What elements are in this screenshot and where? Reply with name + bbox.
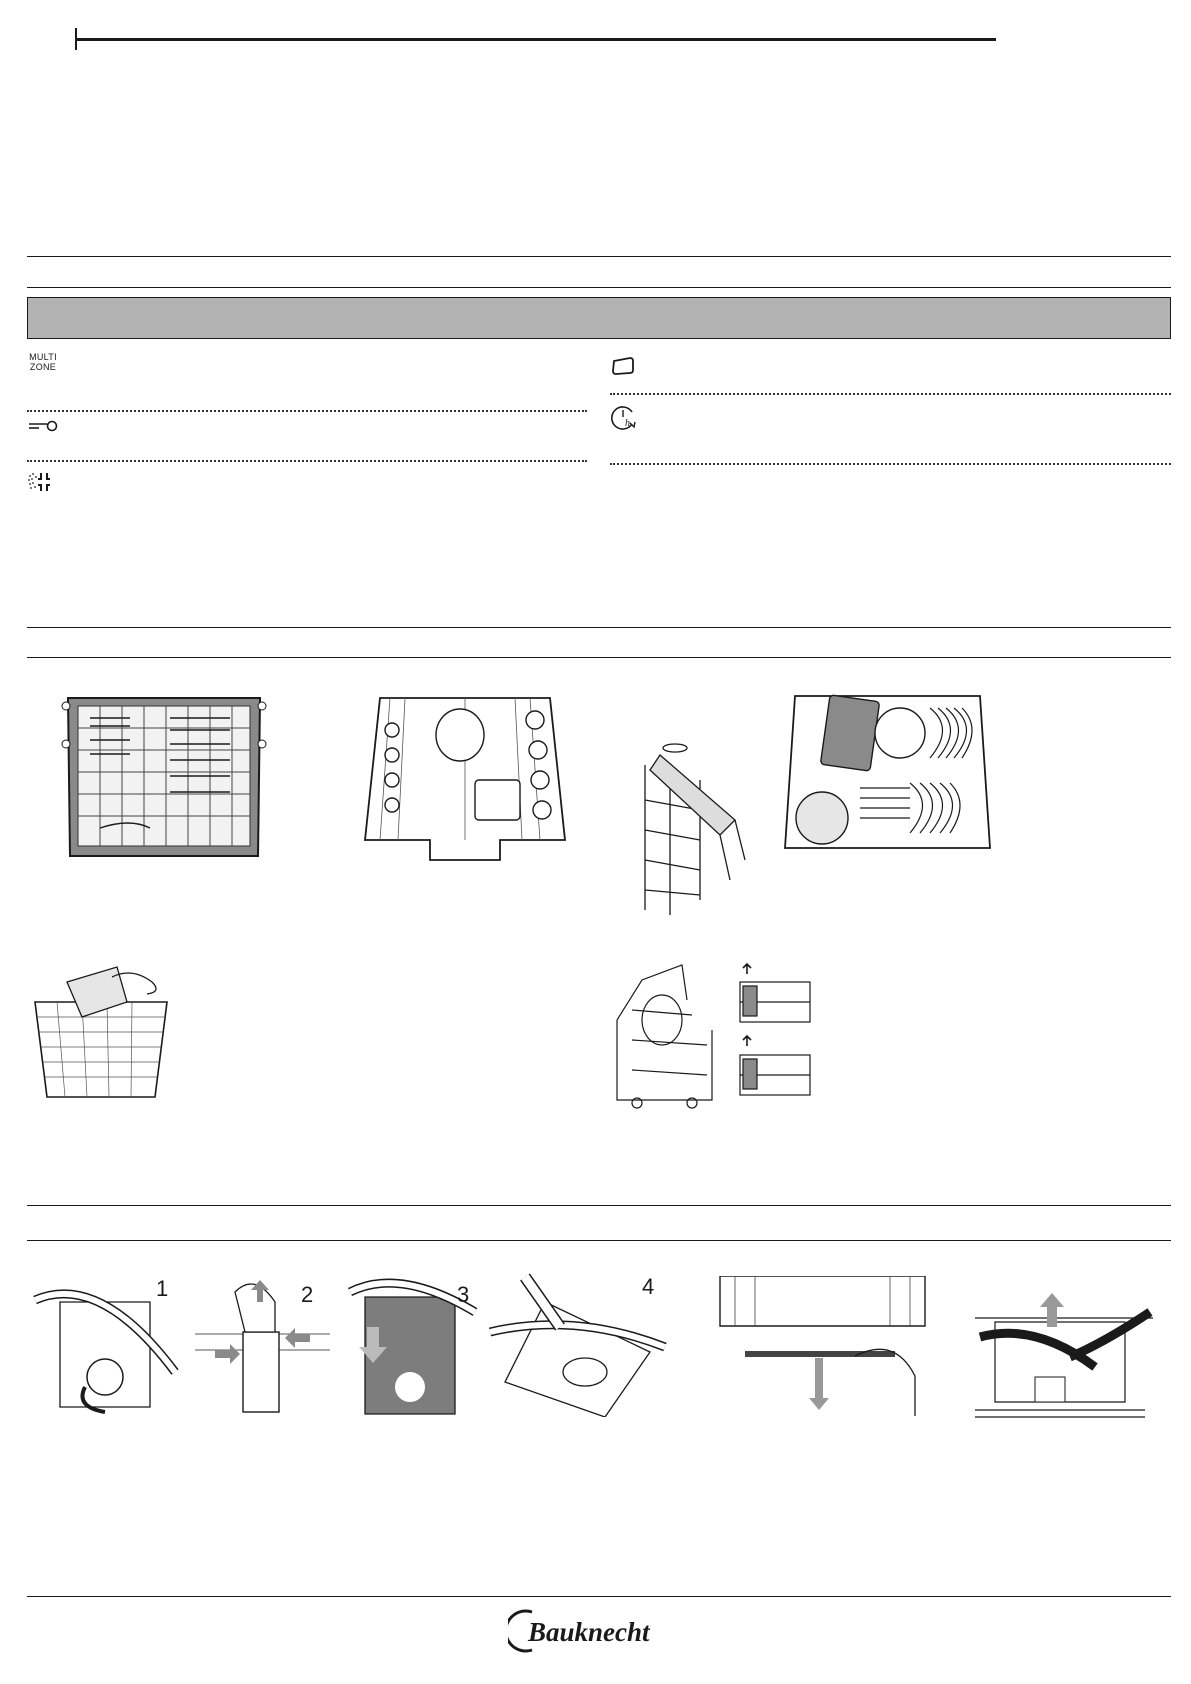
cleaning-step-4 <box>485 1272 670 1417</box>
footer-divider <box>27 1596 1171 1597</box>
cleaning-step-2 <box>195 1272 330 1417</box>
section-divider-bottom <box>27 657 1171 658</box>
section-divider-top <box>27 256 1171 257</box>
brand-logo <box>508 1606 688 1654</box>
divider-dotted <box>610 393 1171 395</box>
tablet-icon <box>610 355 636 377</box>
multizone-icon-line1: MULTI <box>29 352 57 362</box>
powerclean-spray-icon <box>27 470 57 494</box>
lower-basket-side-illustration <box>640 740 755 920</box>
lower-spray-arm-removal-illustration <box>975 1282 1155 1422</box>
divider-dotted <box>610 463 1171 465</box>
foldable-racks-illustration <box>612 960 717 1110</box>
multizone-icon-line2: ZONE <box>29 362 57 372</box>
rack-adjust-illustration <box>735 960 815 1110</box>
header-rule <box>75 38 996 41</box>
cutlery-tray-illustration <box>60 688 268 864</box>
step-number: 4 <box>642 1274 655 1299</box>
cleaning-step-3 <box>345 1272 480 1417</box>
section-divider-bottom <box>27 287 1171 288</box>
delay-start-clock-icon <box>610 403 640 431</box>
spray-arm-removal-illustration <box>715 1276 930 1416</box>
divider-dotted <box>27 410 587 412</box>
upper-basket-illustration <box>360 690 570 868</box>
step-number: 3 <box>457 1282 470 1307</box>
section-divider-bottom <box>27 1240 1171 1241</box>
cleaning-step-1 <box>30 1272 180 1417</box>
cutlery-basket-illustration <box>27 962 172 1102</box>
key-lock-icon <box>27 418 59 434</box>
delay-h-letter: h <box>625 418 630 429</box>
section-divider-top <box>27 1205 1171 1206</box>
step-number: 1 <box>156 1276 169 1301</box>
section-divider-top <box>27 627 1171 628</box>
divider-dotted <box>27 460 587 462</box>
multizone-icon <box>27 352 59 372</box>
brand-name: Bauknecht <box>528 1617 650 1647</box>
options-header-band <box>27 297 1171 339</box>
step-number: 2 <box>301 1282 314 1307</box>
lower-basket-illustration <box>780 688 995 868</box>
